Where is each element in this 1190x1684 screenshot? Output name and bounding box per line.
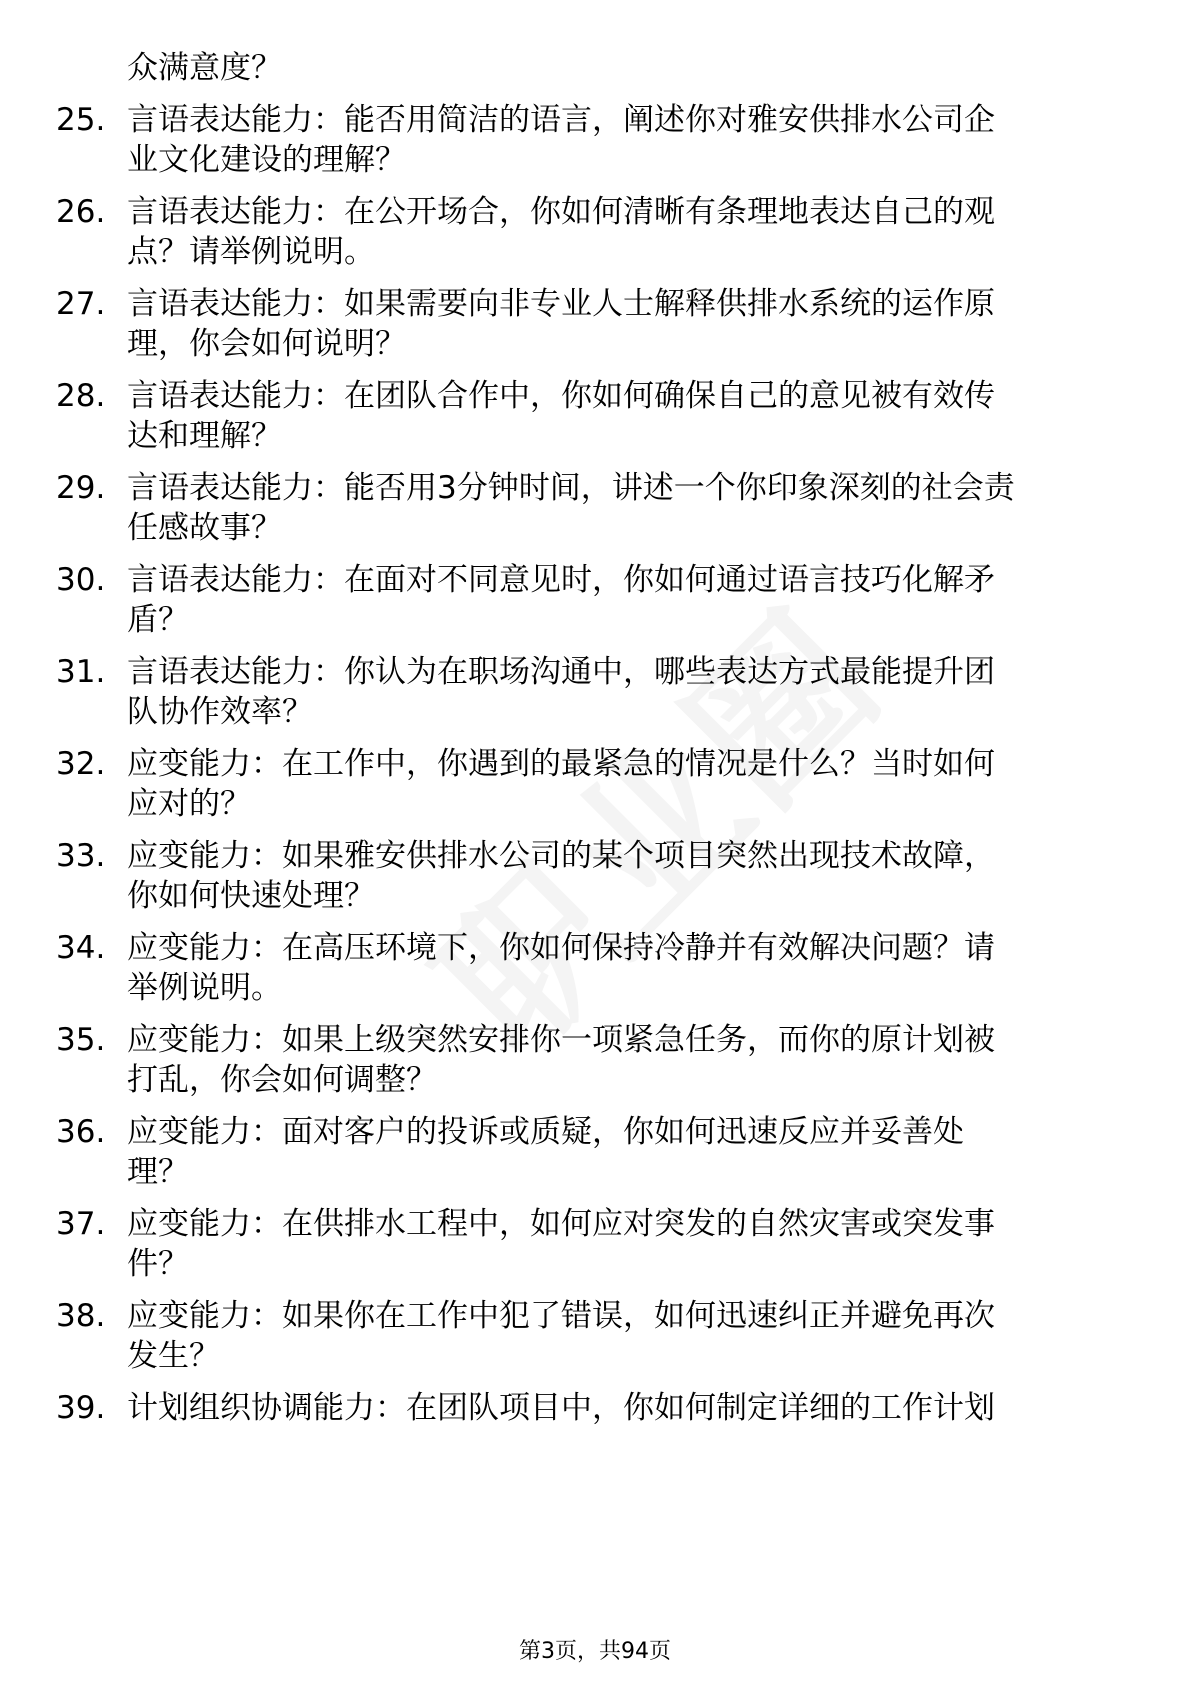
list-item xyxy=(56,652,1136,732)
item-number: 33. xyxy=(56,838,106,874)
item-text: 应变能力：如果你在工作中犯了错误，如何迅速纠正并避免再次 发生？ xyxy=(127,1298,995,1374)
item-text: 计划组织协调能力：在团队项目中，你如何制定详细的工作计划 xyxy=(127,1390,995,1426)
item-number: 35. xyxy=(56,1022,106,1058)
list-item xyxy=(56,1112,1136,1192)
item-text: 言语表达能力：如果需要向非专业人士解释供排水系统的运作原 理，你会如何说明？ xyxy=(127,286,995,362)
page-footer: 第3页，共94页 xyxy=(519,1639,671,1664)
item-text: 应变能力：如果上级突然安排你一项紧急任务，而你的原计划被 打乱，你会如何调整？ xyxy=(127,1022,995,1098)
item-number: 36. xyxy=(56,1114,106,1150)
item-text: 应变能力：面对客户的投诉或质疑，你如何迅速反应并妥善处 理？ xyxy=(127,1114,964,1190)
item-number: 28. xyxy=(56,378,106,414)
item-text: 言语表达能力：在公开场合，你如何清晰有条理地表达自己的观 点？请举例说明。 xyxy=(127,194,995,270)
item-number: 30. xyxy=(56,562,106,598)
item-number: 32. xyxy=(56,746,106,782)
list-item xyxy=(56,1020,1136,1100)
item-text: 应变能力：如果雅安供排水公司的某个项目突然出现技术故障， 你如何快速处理？ xyxy=(127,838,995,914)
item-number: 38. xyxy=(56,1298,106,1334)
item-text: 应变能力：在供排水工程中，如何应对突发的自然灾害或突发事 件？ xyxy=(127,1206,995,1282)
list-item xyxy=(56,1204,1136,1284)
item-text: 言语表达能力：能否用3分钟时间，讲述一个你印象深刻的社会责 任感故事？ xyxy=(127,470,1015,546)
list-item xyxy=(56,560,1136,640)
item-text: 应变能力：在高压环境下，你如何保持冷静并有效解决问题？请 举例说明。 xyxy=(127,930,995,1006)
item-number: 27. xyxy=(56,286,106,322)
continuation-line: 众满意度？ xyxy=(127,50,282,86)
list-item xyxy=(56,468,1136,548)
list-item xyxy=(56,744,1136,824)
item-text: 言语表达能力：在团队合作中，你如何确保自己的意见被有效传 达和理解？ xyxy=(127,378,995,454)
item-text: 应变能力：在工作中，你遇到的最紧急的情况是什么？当时如何 应对的？ xyxy=(127,746,995,822)
item-number: 29. xyxy=(56,470,106,506)
item-text: 言语表达能力：在面对不同意见时，你如何通过语言技巧化解矛 盾？ xyxy=(127,562,995,638)
item-number: 31. xyxy=(56,654,106,690)
item-number: 39. xyxy=(56,1390,106,1426)
item-number: 34. xyxy=(56,930,106,966)
item-text: 言语表达能力：能否用简洁的语言，阐述你对雅安供排水公司企 业文化建设的理解？ xyxy=(127,102,995,178)
list-item xyxy=(56,376,1136,456)
list-item xyxy=(56,100,1136,180)
list-item xyxy=(56,1388,1136,1428)
list-item xyxy=(56,928,1136,1008)
list-item xyxy=(56,836,1136,916)
question-list xyxy=(56,48,1136,1428)
list-item xyxy=(56,1296,1136,1376)
list-item xyxy=(56,284,1136,364)
list-item xyxy=(56,192,1136,272)
item-number: 25. xyxy=(56,102,106,138)
item-text: 言语表达能力：你认为在职场沟通中，哪些表达方式最能提升团 队协作效率？ xyxy=(127,654,995,730)
item-number: 26. xyxy=(56,194,106,230)
item-number: 37. xyxy=(56,1206,106,1242)
